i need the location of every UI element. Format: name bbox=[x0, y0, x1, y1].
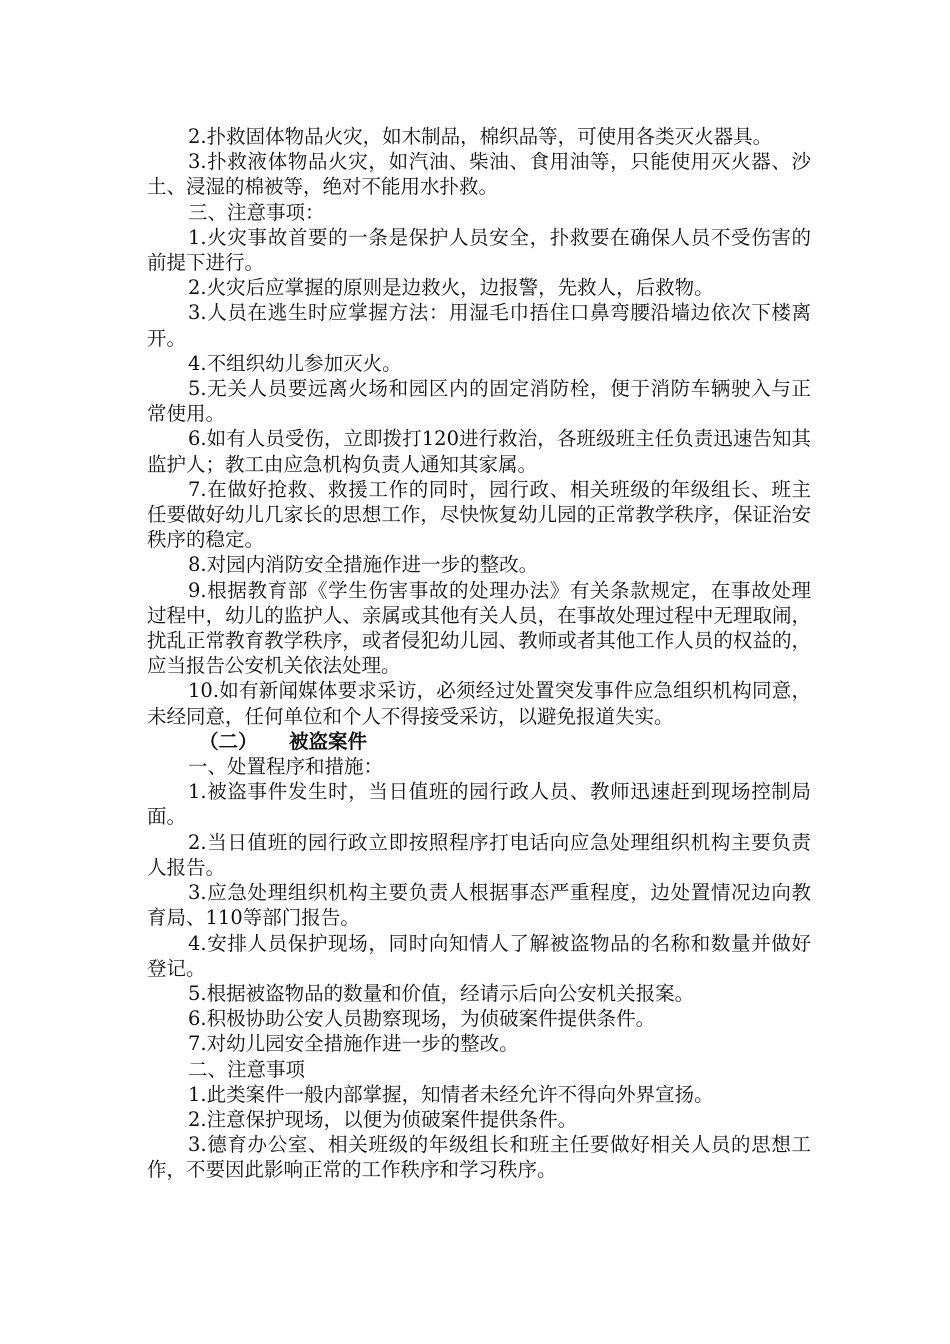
subheading: 二、注意事项 bbox=[188, 1057, 306, 1081]
section-number: （二） bbox=[199, 729, 258, 753]
paragraph: 3.人员在逃生时应掌握方法：用湿毛巾捂住口鼻弯腰沿墙边依次下楼离开。 bbox=[147, 301, 811, 350]
paragraph: 3.扑救液体物品火灾，如汽油、柴油、食用油等，只能使用灭火器、沙土、浸湿的棉被等，绝对不能用水扑救。 bbox=[147, 150, 811, 199]
paragraph: 6.积极协助公安人员勘察现场，为侦破案件提供条件。 bbox=[188, 1007, 656, 1031]
paragraph: 4.不组织幼儿参加灭火。 bbox=[188, 351, 402, 375]
paragraph: 1.火灾事故首要的一条是保护人员安全，扑救要在确保人员不受伤害的前提下进行。 bbox=[147, 225, 811, 275]
document-body bbox=[147, 124, 811, 1183]
paragraph: 6.如有人员受伤，立即拨打120进行救治，各班级班主任负责迅速告知其监护人；教工由应急机构负责人通知其家属。 bbox=[147, 427, 811, 476]
paragraph: 3.应急处理组织机构主要负责人根据事态严重程度，边处置情况边向教育局、110等部门报告。 bbox=[147, 881, 811, 930]
paragraph: 2.当日值班的园行政立即按照程序打电话向应急处理组织机构主要负责人报告。 bbox=[147, 830, 811, 879]
paragraph: 1.此类案件一般内部掌握，知情者未经允许不得向外界宣扬。 bbox=[188, 1082, 714, 1106]
paragraph: 7.在做好抢救、救援工作的同时，园行政、相关班级的年级组长、班主任要做好幼儿几家长的思想工作，尽快恢复幼儿园的正常教学秩序，保证治安秩序的稳定。 bbox=[147, 477, 811, 552]
paragraph: 7.对幼儿园安全措施作进一步的整改。 bbox=[188, 1032, 519, 1056]
paragraph: 5.根据被盗物品的数量和价值，经请示后向公安机关报案。 bbox=[188, 981, 695, 1005]
paragraph: 10.如有新闻媒体要求采访，必须经过处置突发事件应急组织机构同意，未经同意，任何单位和个人不得接受采访，以避免报道失实。 bbox=[147, 679, 811, 728]
paragraph: 2.火灾后应掌握的原则是边救火，边报警，先救人，后救物。 bbox=[188, 276, 714, 300]
paragraph: 3.德育办公室、相关班级的年级组长和班主任要做好相关人员的思想工作，不要因此影响正常的工作秩序和学习秩序。 bbox=[147, 1133, 811, 1182]
paragraph: 5.无关人员要远离火场和园区内的固定消防栓，便于消防车辆驶入与正常使用。 bbox=[147, 377, 811, 426]
paragraph: 2.扑救固体物品火灾，如木制品，棉织品等，可使用各类灭火器具。 bbox=[188, 125, 773, 148]
paragraph: 4.安排人员保护现场，同时向知情人了解被盗物品的名称和数量并做好登记。 bbox=[147, 931, 811, 980]
paragraph: 9.根据教育部《学生伤害事故的处理办法》有关条款规定，在事故处理过程中，幼儿的监护人、亲属或其他有关人员，在事故处理过程中无理取闹，扰乱正常教育教学秩序，或者侵犯幼儿园、教师或者其他工作人员的权益的，应当报告公安机关依法处理。 bbox=[147, 578, 811, 678]
section-title: 被盗案件 bbox=[289, 729, 368, 753]
subheading: 一、处置程序和措施： bbox=[188, 755, 384, 779]
paragraph: 2.注意保护现场，以便为侦破案件提供条件。 bbox=[188, 1107, 578, 1131]
section-heading bbox=[147, 729, 811, 754]
paragraph: 1.被盗事件发生时，当日值班的园行政人员、教师迅速赶到现场控制局面。 bbox=[147, 780, 811, 829]
subheading: 三、注意事项： bbox=[188, 200, 325, 224]
paragraph: 8.对园内消防安全措施作进一步的整改。 bbox=[188, 553, 539, 577]
